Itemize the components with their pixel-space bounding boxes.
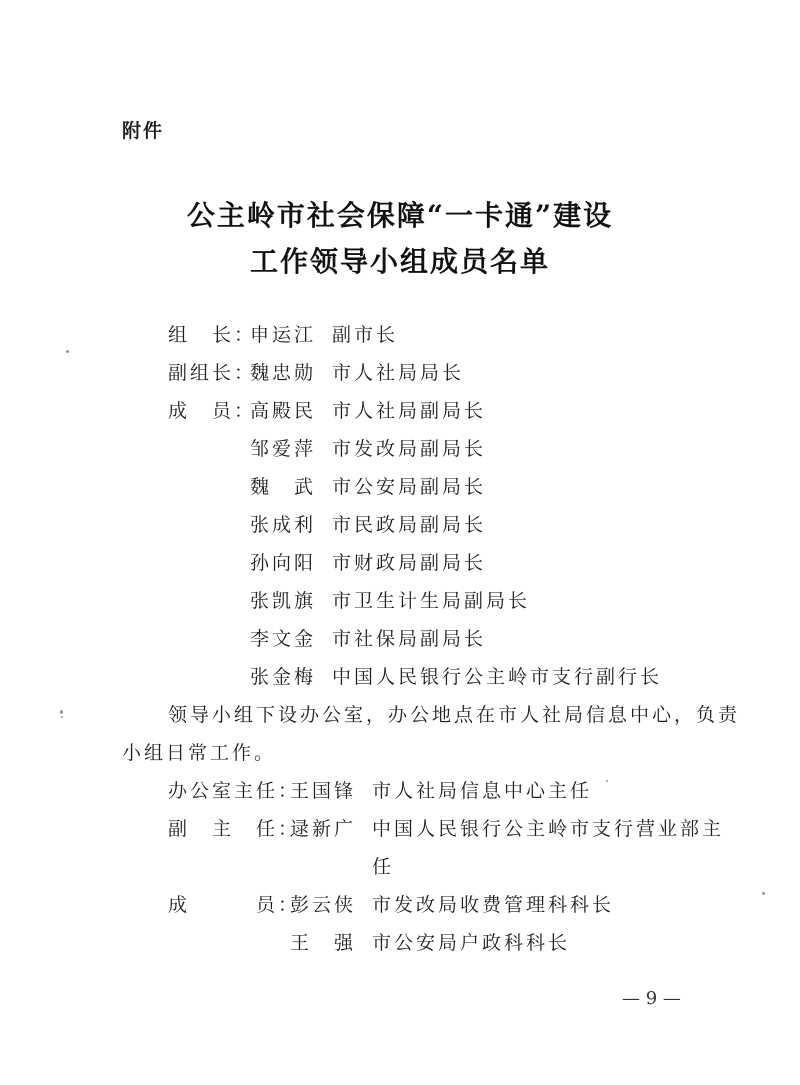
- office-member-position-continued: 任: [372, 856, 395, 878]
- leader-name: 李文金: [250, 628, 317, 650]
- office-member-name: 逯新广: [290, 818, 357, 840]
- scan-speck: [66, 350, 69, 353]
- leader-name: 申运江: [250, 324, 317, 346]
- office-member-position: 中国人民银行公主岭市支行营业部主: [372, 818, 725, 840]
- leader-name: 张成利: [250, 514, 317, 536]
- leader-position: 市社保局副局长: [332, 628, 487, 650]
- office-member-position: 市人社局信息中心主任: [372, 780, 593, 802]
- scan-speck: [60, 710, 63, 714]
- leader-name: 魏 武: [250, 476, 317, 498]
- scan-speck: [61, 716, 63, 718]
- leader-position: 市民政局副局长: [332, 514, 487, 536]
- page-number: — 9 —: [622, 988, 681, 1009]
- leader-name: 高殿民: [250, 400, 317, 422]
- office-member-name: 王 强: [290, 932, 357, 954]
- leader-role: 副组长：: [168, 362, 257, 384]
- office-paragraph-line1: 领导小组下设办公室，办公地点在市人社局信息中心，负责: [168, 704, 741, 726]
- leader-position: 副市长: [332, 324, 399, 346]
- office-member-position: 市发改局收费管理科科长: [372, 894, 615, 916]
- leader-name: 张金梅: [250, 666, 317, 688]
- office-member-name: 彭云侠: [290, 894, 357, 916]
- document-title-line1: 公主岭市社会保障“一卡通”建设: [186, 199, 614, 232]
- leader-name: 邹爱萍: [250, 438, 317, 460]
- scan-speck: [762, 892, 765, 895]
- leader-name: 孙向阳: [250, 552, 317, 574]
- office-paragraph-line2: 小组日常工作。: [122, 742, 277, 764]
- office-member-role: 成 员：: [168, 894, 301, 916]
- leader-position: 市人社局副局长: [332, 400, 487, 422]
- leader-position: 市卫生计生局副局长: [332, 590, 531, 612]
- attachment-label: 附件: [122, 120, 165, 142]
- leader-position: 市发改局副局长: [332, 438, 487, 460]
- leader-role: 成 员：: [168, 400, 257, 422]
- leader-position: 市公安局副局长: [332, 476, 487, 498]
- office-member-role: 副 主 任：: [168, 818, 301, 840]
- leader-name: 张凯旗: [250, 590, 317, 612]
- leader-position: 市财政局副局长: [332, 552, 487, 574]
- scan-speck: [606, 780, 608, 782]
- office-member-role: 办公室主任：: [168, 780, 301, 802]
- office-member-name: 王国锋: [290, 780, 357, 802]
- leader-position: 中国人民银行公主岭市支行副行长: [332, 666, 663, 688]
- office-member-position: 市公安局户政科科长: [372, 932, 571, 954]
- leader-position: 市人社局局长: [332, 362, 465, 384]
- leader-name: 魏忠勋: [250, 362, 317, 384]
- leader-role: 组 长：: [168, 324, 257, 346]
- document-title-line2: 工作领导小组成员名单: [249, 245, 550, 278]
